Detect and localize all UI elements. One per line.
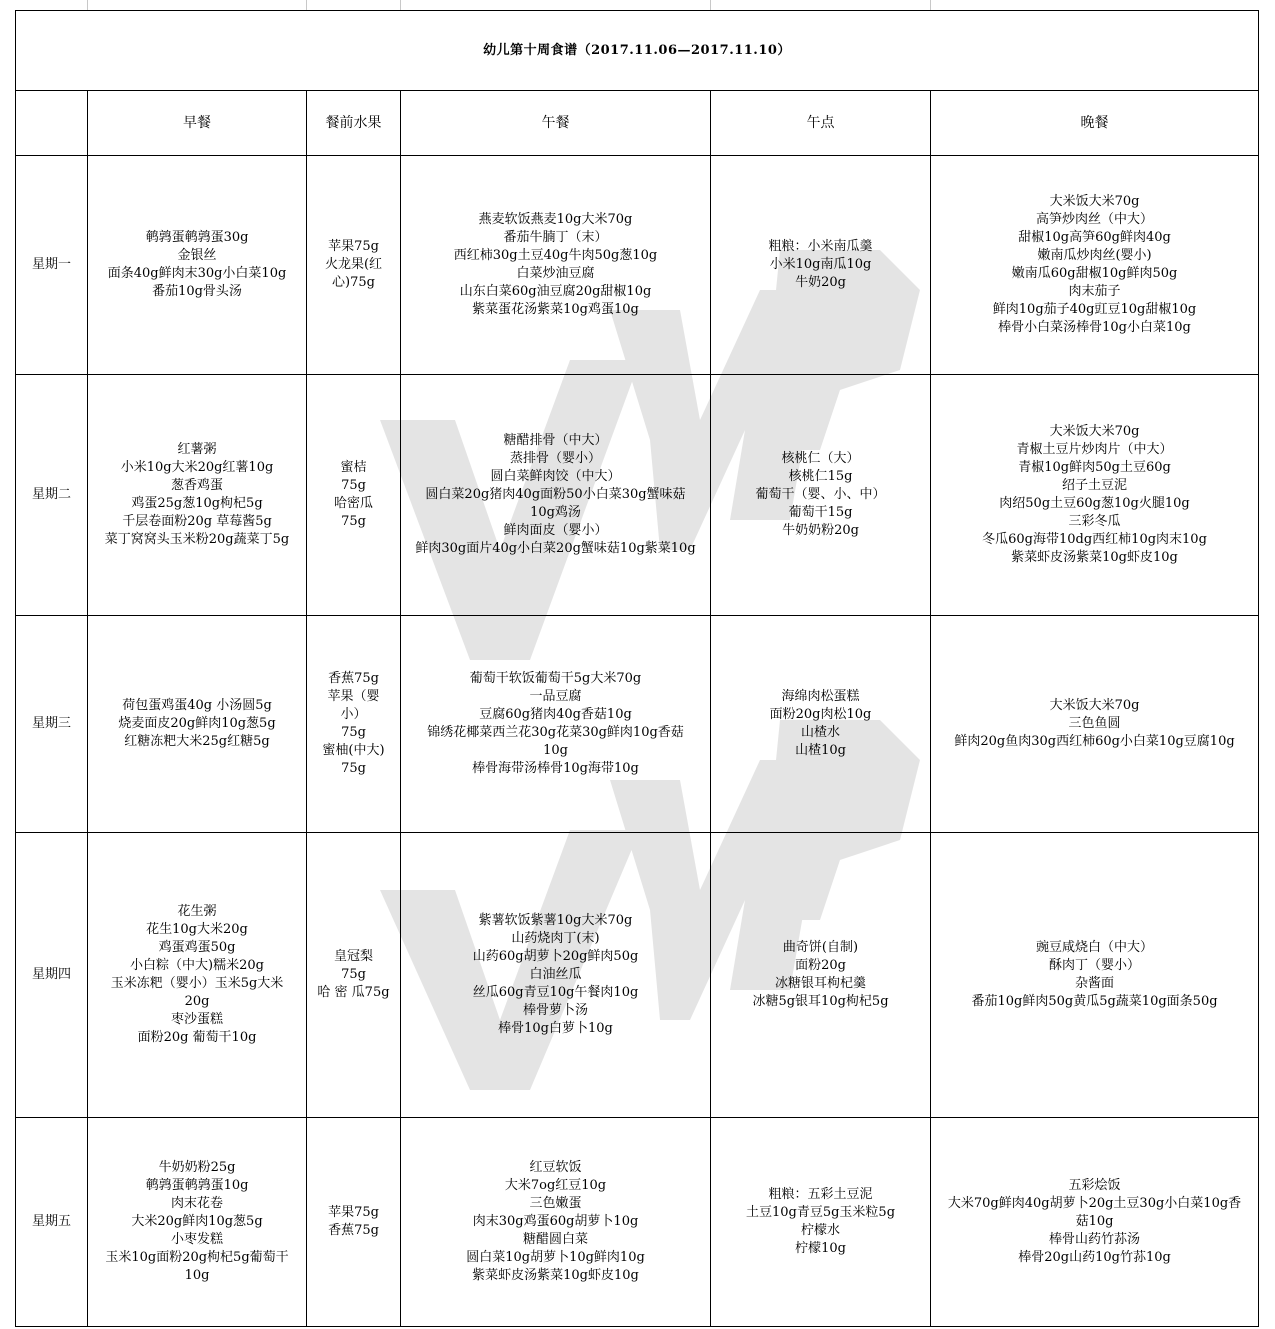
menu-line: 枣沙蛋糕 xyxy=(170,1012,223,1027)
menu-line: 苹果75g xyxy=(328,1205,379,1220)
day-row xyxy=(16,616,1259,833)
menu-line: 75g xyxy=(341,478,366,493)
menu-line: 面粉20g 葡萄干10g xyxy=(137,1030,257,1045)
menu-line: 75g xyxy=(341,967,366,982)
menu-line: 紫菜虾皮汤紫菜10g虾皮10g xyxy=(1011,550,1178,565)
lunch-cell xyxy=(401,616,711,833)
menu-line: 冰糖5g银耳10g枸杞5g xyxy=(752,994,889,1009)
menu-line: 大米饭大米70g xyxy=(1049,698,1140,713)
header-snack: 午点 xyxy=(711,91,931,156)
day-label: 星期五 xyxy=(16,1118,88,1327)
menu-line: 山楂10g xyxy=(795,743,846,758)
day-label: 星期三 xyxy=(16,616,88,833)
menu-line: 玉米10g面粉20g枸杞5g葡萄干 xyxy=(105,1250,289,1265)
menu-line: 小） xyxy=(340,707,367,722)
header-dinner: 晚餐 xyxy=(931,91,1259,156)
menu-line: 棒骨萝卜汤 xyxy=(522,1003,588,1018)
snack-cell xyxy=(711,375,931,616)
menu-line: 鲜肉面皮（婴小） xyxy=(503,523,608,538)
dinner-cell xyxy=(931,1118,1259,1327)
menu-line: 鸡蛋25g葱10g枸杞5g xyxy=(131,496,263,511)
menu-line: 核桃仁（大） xyxy=(781,451,860,466)
menu-line: 嫩南瓜炒肉丝(婴小) xyxy=(1037,248,1152,263)
menu-line: 山药烧肉丁(末) xyxy=(511,931,600,946)
menu-line: 五彩烩饭 xyxy=(1068,1178,1121,1193)
header-row xyxy=(16,91,1259,156)
lunch-cell xyxy=(401,375,711,616)
header-corner xyxy=(16,91,88,156)
menu-table xyxy=(15,10,1259,1327)
menu-line: 大米20g鲜肉10g葱5g xyxy=(131,1214,263,1229)
menu-line: 棒骨小白菜汤棒骨10g小白菜10g xyxy=(998,320,1191,335)
menu-line: 豌豆咸烧白（中大） xyxy=(1036,940,1154,955)
menu-line: 鲜肉20g鱼肉30g西红柿60g小白菜10g豆腐10g xyxy=(954,734,1235,749)
menu-line: 烧麦面皮20g鲜肉10g葱5g xyxy=(118,716,276,731)
day-label: 星期四 xyxy=(16,833,88,1118)
menu-line: 青椒土豆片炒肉片（中大） xyxy=(1016,442,1173,457)
menu-line: 鲜肉10g茄子40g豇豆10g甜椒10g xyxy=(992,302,1197,317)
menu-line: 圆白菜20g猪肉40g面粉50小白菜30g蟹味菇 xyxy=(425,487,686,502)
lunch-cell xyxy=(401,156,711,375)
menu-line: 10g xyxy=(184,1268,210,1283)
menu-line: 紫菜虾皮汤紫菜10g虾皮10g xyxy=(472,1268,639,1283)
dinner-cell xyxy=(931,616,1259,833)
menu-line: 白菜炒油豆腐 xyxy=(516,266,595,281)
menu-line: 小米10g南瓜10g xyxy=(769,257,872,272)
menu-line: 核桃仁15g xyxy=(788,469,853,484)
menu-line: 棒骨山药竹荪汤 xyxy=(1049,1232,1141,1247)
header-lunch: 午餐 xyxy=(401,91,711,156)
breakfast-cell xyxy=(88,1118,307,1327)
menu-line: 一品豆腐 xyxy=(529,689,582,704)
menu-line: 小白粽（中大)糯米20g xyxy=(130,958,264,973)
menu-line: 冰糖银耳枸杞羹 xyxy=(774,976,866,991)
day-row xyxy=(16,833,1259,1118)
menu-line: 大米饭大米70g xyxy=(1049,194,1140,209)
fruit-cell xyxy=(307,375,401,616)
menu-line: 棒骨10g白萝卜10g xyxy=(498,1021,613,1036)
menu-line: 大米饭大米70g xyxy=(1049,424,1140,439)
menu-line: 嫩南瓜60g甜椒10g鲜肉50g xyxy=(1011,266,1178,281)
menu-line: 柠檬水 xyxy=(800,1223,840,1238)
menu-line: 75g xyxy=(341,514,366,529)
fruit-cell xyxy=(307,1118,401,1327)
menu-line: 苹果75g xyxy=(328,239,379,254)
header-breakfast: 早餐 xyxy=(88,91,307,156)
menu-line: 棒骨海带汤棒骨10g海带10g xyxy=(472,761,639,776)
menu-line: 糖醋排骨（中大） xyxy=(503,433,608,448)
menu-line: 三色鱼圆 xyxy=(1068,716,1121,731)
menu-line: 山楂水 xyxy=(800,725,840,740)
snack-cell xyxy=(711,833,931,1118)
menu-line: 小枣发糕 xyxy=(170,1232,223,1247)
dinner-cell xyxy=(931,833,1259,1118)
menu-line: 葡萄干（婴、小、中） xyxy=(755,487,886,502)
menu-line: 粗粮：五彩土豆泥 xyxy=(768,1187,873,1202)
menu-line: 圆白菜鲜肉饺（中大） xyxy=(490,469,621,484)
day-label: 星期二 xyxy=(16,375,88,616)
menu-line: 三彩冬瓜 xyxy=(1068,514,1121,529)
menu-line: 金银丝 xyxy=(177,248,217,263)
dinner-cell xyxy=(931,156,1259,375)
fruit-cell xyxy=(307,156,401,375)
breakfast-cell xyxy=(88,375,307,616)
menu-line: 心)75g xyxy=(332,275,375,290)
menu-line: 鸡蛋鸡蛋50g xyxy=(158,940,236,955)
menu-line: 白油丝瓜 xyxy=(529,967,582,982)
menu-line: 香蕉75g xyxy=(328,1223,379,1238)
menu-line: 鹌鹑蛋鹌鹑蛋30g xyxy=(145,230,249,245)
dinner-cell xyxy=(931,375,1259,616)
menu-line: 大米7og红豆10g xyxy=(504,1178,607,1193)
title-row xyxy=(16,11,1259,91)
snack-cell xyxy=(711,1118,931,1327)
menu-line: 曲奇饼(自制) xyxy=(782,940,859,955)
menu-line: 棒骨20g山药10g竹荪10g xyxy=(1018,1250,1171,1265)
menu-line: 蒸排骨（婴小） xyxy=(509,451,601,466)
menu-line: 20g xyxy=(184,994,210,1009)
menu-line: 甜椒10g高笋60g鲜肉40g xyxy=(1018,230,1171,245)
menu-line: 山药60g胡萝卜20g鲜肉50g xyxy=(472,949,639,964)
top-page-edge xyxy=(0,0,1275,10)
snack-cell xyxy=(711,156,931,375)
menu-line: 火龙果(红 xyxy=(324,257,383,272)
menu-line: 花生10g大米20g xyxy=(146,922,248,937)
menu-line: 皇冠梨 xyxy=(333,949,373,964)
menu-line: 大米70g鲜肉40g胡萝卜20g土豆30g小白菜10g香 xyxy=(947,1196,1242,1211)
menu-line: 面粉20g肉松10g xyxy=(769,707,872,722)
page-title: 幼儿第十周食谱（2017.11.06—2017.11.10） xyxy=(16,11,1259,91)
fruit-cell xyxy=(307,833,401,1118)
menu-line: 青椒10g鲜肉50g土豆60g xyxy=(1018,460,1171,475)
menu-line: 鹌鹑蛋鹌鹑蛋10g xyxy=(145,1178,249,1193)
menu-line: 番茄10g鲜肉50g黄瓜5g蔬菜10g面条50g xyxy=(971,994,1218,1009)
day-row xyxy=(16,1118,1259,1327)
menu-line: 锦绣花椰菜西兰花30g花菜30g鲜肉10g香菇 xyxy=(427,725,684,740)
menu-line: 紫菜蛋花汤紫菜10g鸡蛋10g xyxy=(472,302,639,317)
fruit-cell xyxy=(307,616,401,833)
breakfast-cell xyxy=(88,156,307,375)
menu-line: 千层卷面粉20g 草莓酱5g xyxy=(122,514,272,529)
day-row xyxy=(16,156,1259,375)
menu-line: 牛奶奶粉25g xyxy=(158,1160,236,1175)
menu-line: 番茄10g骨头汤 xyxy=(152,284,242,299)
breakfast-cell xyxy=(88,616,307,833)
menu-line: 燕麦软饭燕麦10g大米70g xyxy=(478,212,633,227)
menu-line: 粗粮：小米南瓜羹 xyxy=(768,239,873,254)
menu-line: 绍子土豆泥 xyxy=(1062,478,1128,493)
menu-line: 肉绍50g土豆60g葱10g火腿10g xyxy=(999,496,1190,511)
menu-line: 冬瓜60g海带10dg西红柿10g肉末10g xyxy=(982,532,1207,547)
menu-line: 三色嫩蛋 xyxy=(529,1196,582,1211)
menu-line: 柠檬10g xyxy=(795,1241,846,1256)
day-row xyxy=(16,375,1259,616)
menu-line: 酥肉丁（婴小） xyxy=(1049,958,1141,973)
menu-line: 番茄牛腩丁（末） xyxy=(503,230,608,245)
menu-line: 蜜柚(中大) xyxy=(322,743,385,758)
menu-line: 葡萄干软饭葡萄干5g大米70g xyxy=(469,671,642,686)
menu-line: 豆腐60g猪肉40g香菇10g xyxy=(479,707,632,722)
lunch-cell xyxy=(401,1118,711,1327)
menu-line: 10g鸡汤 xyxy=(530,505,581,520)
menu-line: 圆白菜10g胡萝卜10g鲜肉10g xyxy=(466,1250,645,1265)
menu-line: 哈密瓜 xyxy=(333,496,373,511)
header-fruit: 餐前水果 xyxy=(307,91,401,156)
menu-line: 糖醋圆白菜 xyxy=(522,1232,588,1247)
day-label: 星期一 xyxy=(16,156,88,375)
menu-line: 10g xyxy=(543,743,568,758)
menu-line: 红糖冻粑大米25g红糖5g xyxy=(124,734,270,749)
lunch-cell xyxy=(401,833,711,1118)
snack-cell xyxy=(711,616,931,833)
menu-line: 西红柿30g土豆40g牛肉50g葱10g xyxy=(453,248,658,263)
menu-line: 花生粥 xyxy=(177,904,217,919)
menu-line: 荷包蛋鸡蛋40g 小汤圆5g xyxy=(122,698,272,713)
menu-line: 小米10g大米20g红薯10g xyxy=(120,460,274,475)
menu-line: 香蕉75g xyxy=(328,671,379,686)
menu-line: 苹果（婴 xyxy=(327,689,380,704)
menu-line: 牛奶20g xyxy=(795,275,846,290)
menu-line: 蜜桔 xyxy=(340,460,367,475)
menu-line: 牛奶奶粉20g xyxy=(782,523,859,538)
menu-line: 葡萄干15g xyxy=(788,505,853,520)
menu-line: 紫薯软饭紫薯10g大米70g xyxy=(478,913,633,928)
menu-line: 土豆10g青豆5g玉米粒5g xyxy=(745,1205,896,1220)
menu-line: 75g xyxy=(341,761,366,776)
menu-line: 面条40g鲜肉末30g小白菜10g xyxy=(107,266,287,281)
menu-line: 哈 密 瓜75g xyxy=(317,985,390,1000)
menu-line: 丝瓜60g青豆10g午餐肉10g xyxy=(472,985,639,1000)
menu-line: 菇10g xyxy=(1075,1214,1114,1229)
menu-line: 高笋炒肉丝（中大） xyxy=(1036,212,1154,227)
menu-line: 海绵肉松蛋糕 xyxy=(781,689,860,704)
breakfast-cell xyxy=(88,833,307,1118)
menu-line: 红薯粥 xyxy=(177,442,217,457)
menu-line: 玉米冻粑（婴小）玉米5g大米 xyxy=(110,976,284,991)
menu-line: 75g xyxy=(341,725,366,740)
menu-line: 葱香鸡蛋 xyxy=(170,478,223,493)
menu-line: 肉末30g鸡蛋60g胡萝卜10g xyxy=(472,1214,639,1229)
menu-line: 肉末花卷 xyxy=(170,1196,223,1211)
menu-line: 山东白菜60g油豆腐20g甜椒10g xyxy=(459,284,652,299)
menu-line: 菜丁窝窝头玉米粉20g蔬菜丁5g xyxy=(104,532,290,547)
menu-line: 肉末茄子 xyxy=(1068,284,1121,299)
menu-line: 鲜肉30g面片40g小白菜20g蟹味菇10g紫菜10g xyxy=(415,541,696,556)
menu-line: 红豆软饭 xyxy=(529,1160,582,1175)
menu-line: 杂酱面 xyxy=(1075,976,1115,991)
menu-line: 面粉20g xyxy=(795,958,846,973)
